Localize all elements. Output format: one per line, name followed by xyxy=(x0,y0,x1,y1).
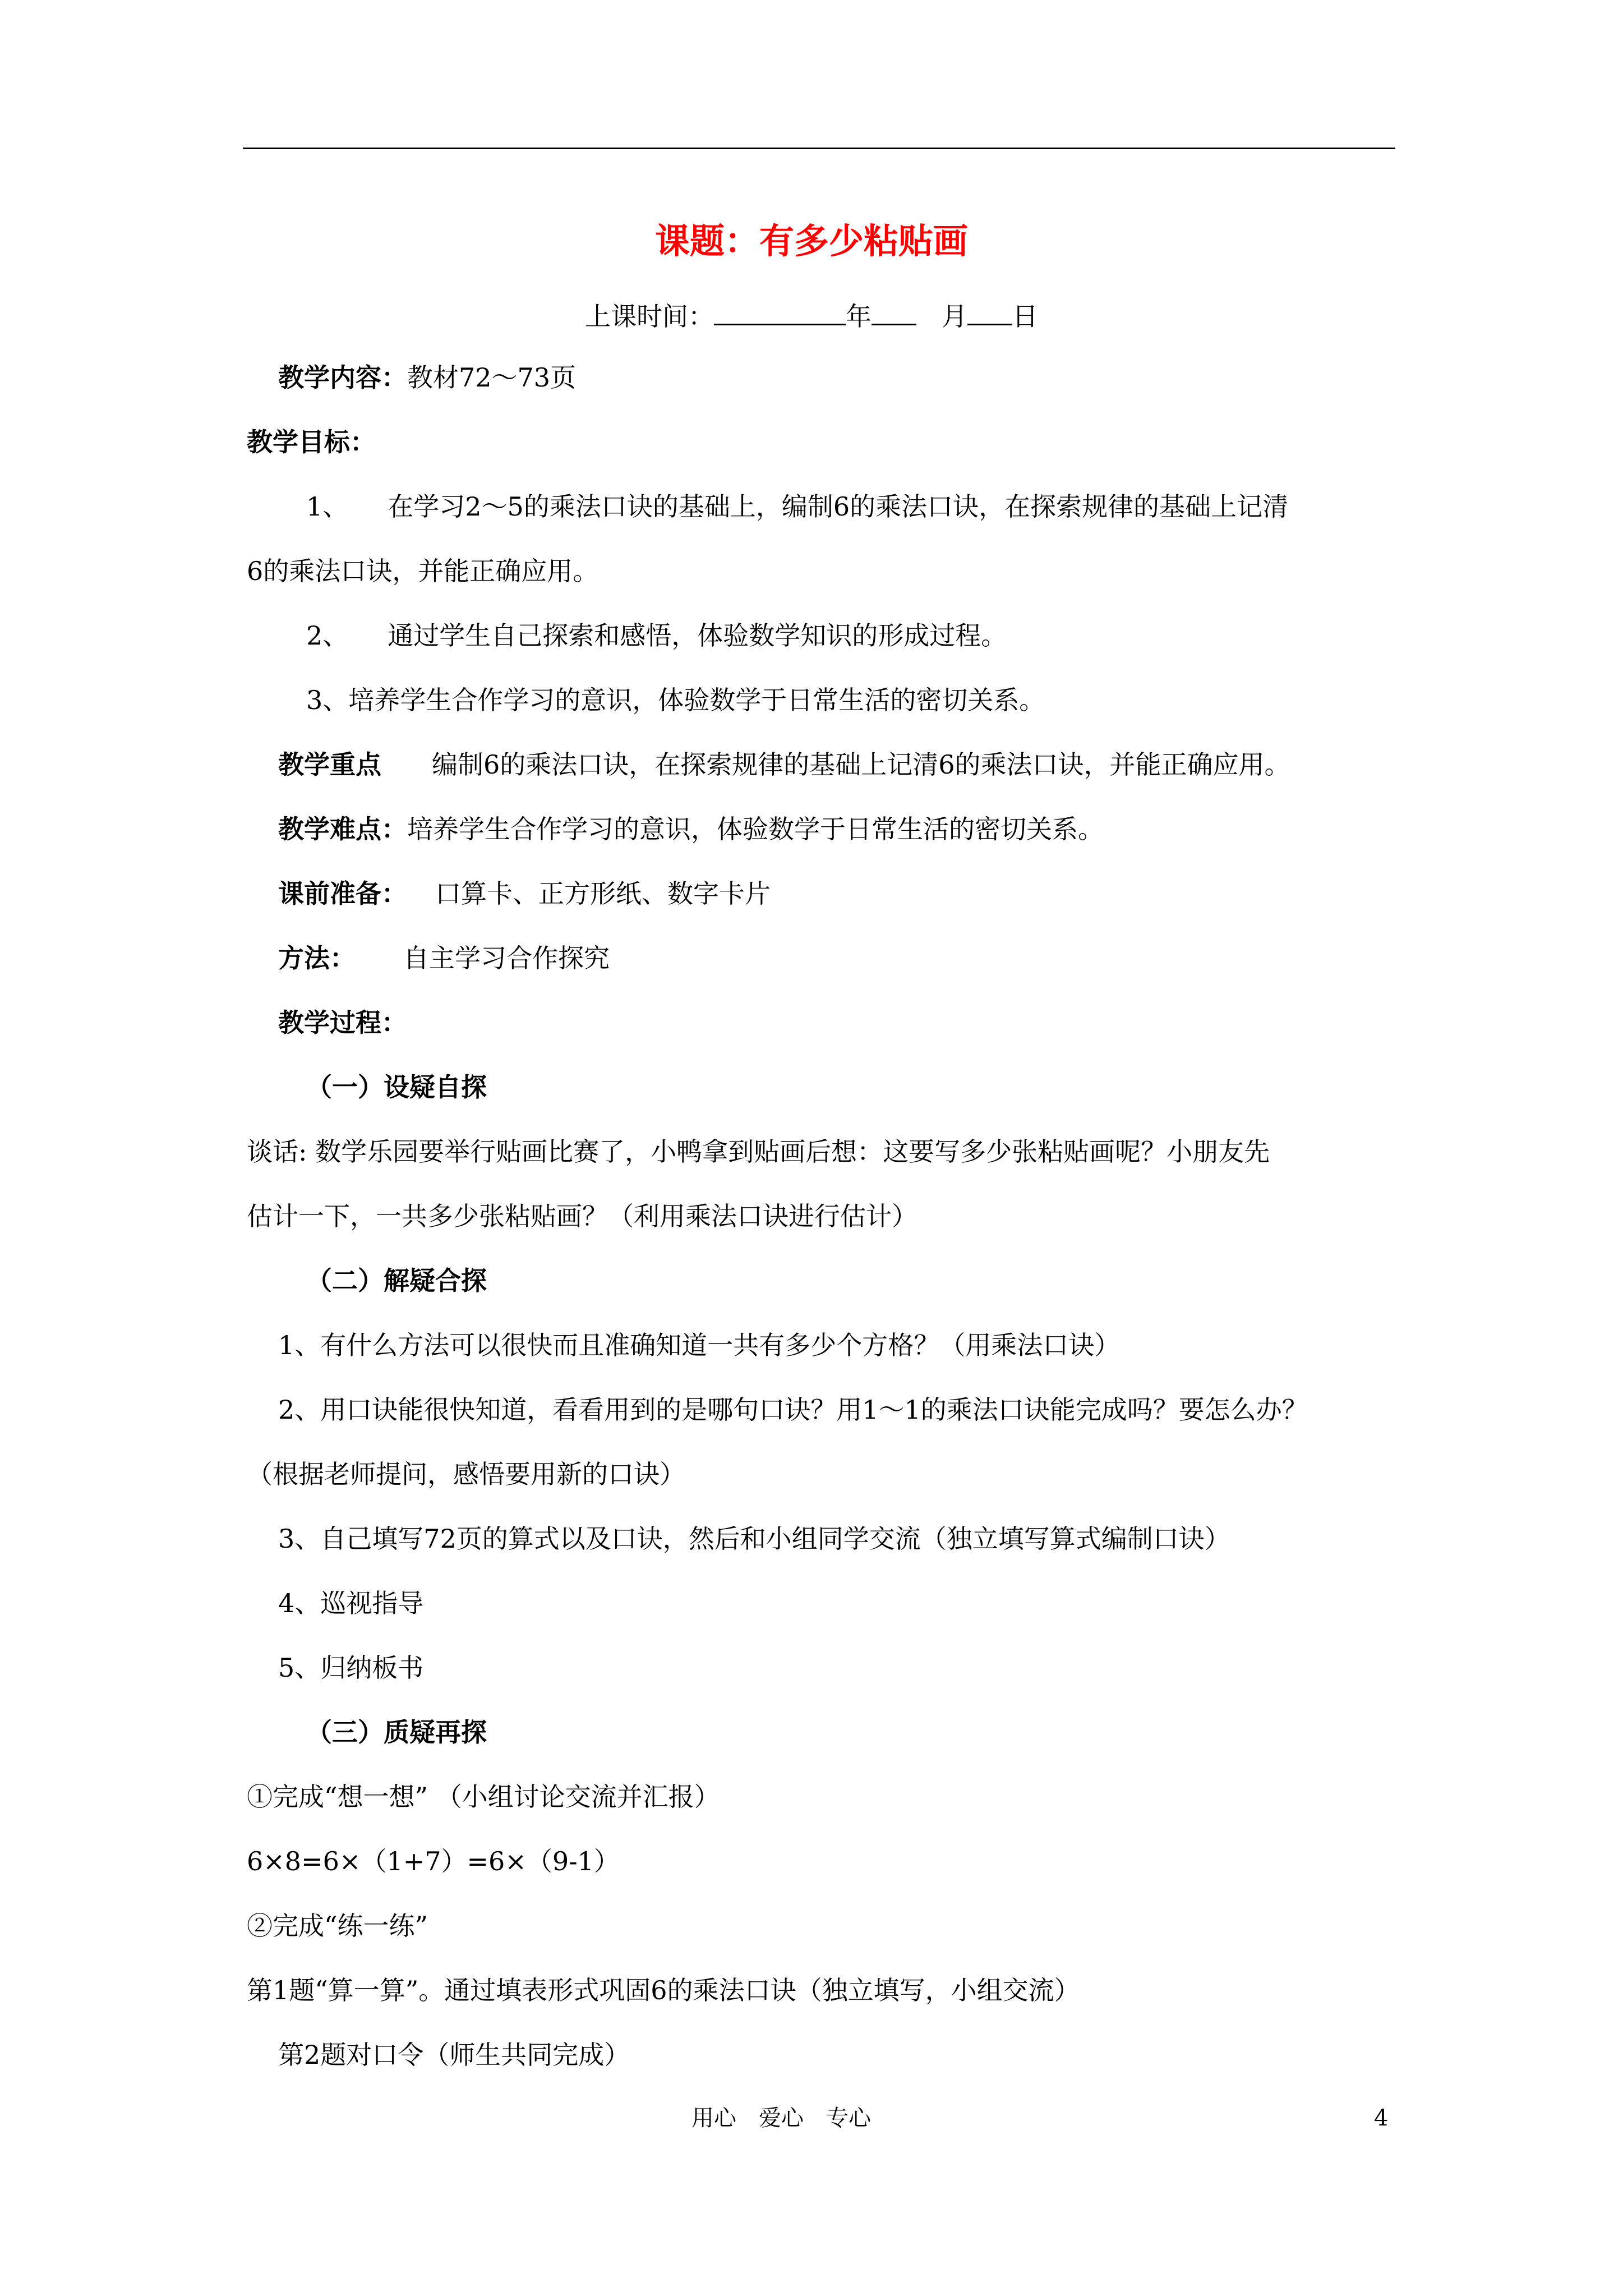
difficulty-line xyxy=(278,812,1104,846)
difficulty-text: 培养学生合作学习的意识，体验数学于日常生活的密切关系。 xyxy=(407,814,1104,844)
objective-2-text: 通过学生自己探索和感悟，体验数学知识的形成过程。 xyxy=(388,620,1007,651)
method-text: 自主学习合作探究 xyxy=(403,943,610,973)
page-title: 课题：有多少粘贴画 xyxy=(654,220,968,261)
process-label: 教学过程： xyxy=(278,1007,407,1038)
month-blank xyxy=(872,299,916,325)
preparation-line xyxy=(278,877,771,910)
section-3-formula: 6×8=6×（1+7）=6×（9-1） xyxy=(247,1846,620,1876)
footer-motto-3: 专心 xyxy=(826,2105,871,2131)
objective-1-number: 1、 xyxy=(306,491,349,522)
method-line xyxy=(278,941,610,975)
section-3-exercise-1: 第1题“算一算”。通过填表形式巩固6的乘法口诀（独立填写，小组交流） xyxy=(247,1975,1080,2005)
key-point-text: 编制6的乘法口诀，在探索规律的基础上记清6的乘法口诀，并能正确应用。 xyxy=(432,749,1290,780)
preparation-label: 课前准备： xyxy=(278,878,407,909)
class-time-line xyxy=(0,299,1623,333)
objective-2-number: 2、 xyxy=(306,620,349,651)
section-2-item-2-line-2: （根据老师提问，感悟要用新的口诀） xyxy=(247,1459,685,1489)
footer-motto-2: 爱心 xyxy=(759,2105,804,2131)
objective-1-line-2: 6的乘法口诀，并能正确应用。 xyxy=(247,556,599,586)
objective-3: 3、培养学生合作学习的意识，体验数学于日常生活的密切关系。 xyxy=(306,685,1045,715)
year-label: 年 xyxy=(846,301,872,332)
section-3-item-1: ①完成“想一想” （小组讨论交流并汇报） xyxy=(247,1782,720,1812)
content-label: 教学内容： xyxy=(278,362,407,393)
day-blank xyxy=(967,299,1012,325)
footer-motto-1: 用心 xyxy=(691,2105,736,2131)
key-point-line xyxy=(278,748,1290,781)
section-2-item-2-line-1: 2、用口诀能很快知道，看看用到的是哪句口诀？用1～1的乘法口诀能完成吗？要怎么办？ xyxy=(278,1395,1308,1425)
day-label: 日 xyxy=(1012,301,1038,332)
page-number: 4 xyxy=(1374,2105,1389,2131)
difficulty-label: 教学难点： xyxy=(278,814,407,844)
method-label: 方法： xyxy=(278,943,356,973)
section-2-heading: （二）解疑合探 xyxy=(306,1266,487,1296)
section-3-item-2: ②完成“练一练” xyxy=(247,1911,428,1941)
objective-2 xyxy=(306,619,1007,652)
objective-1-text: 在学习2～5的乘法口诀的基础上，编制6的乘法口诀，在探索规律的基础上记清 xyxy=(388,491,1289,522)
year-blank xyxy=(714,299,846,325)
objectives-label: 教学目标： xyxy=(247,427,376,457)
section-2-item-3: 3、自己填写72页的算式以及口诀，然后和小组同学交流（独立填写算式编制口诀） xyxy=(278,1524,1230,1554)
class-time-label: 上课时间： xyxy=(585,301,714,332)
preparation-text: 口算卡、正方形纸、数字卡片 xyxy=(435,878,771,909)
section-2-item-4: 4、巡视指导 xyxy=(278,1588,424,1618)
section-2-item-1: 1、有什么方法可以很快而且准确知道一共有多少个方格？（用乘法口诀） xyxy=(278,1330,1121,1360)
section-1-line-2: 估计一下，一共多少张粘贴画？（利用乘法口诀进行估计） xyxy=(247,1201,917,1231)
section-3-exercise-2: 第2题对口令（师生共同完成） xyxy=(278,2040,630,2070)
objective-1-line-1 xyxy=(306,490,1288,523)
content-text: 教材72～73页 xyxy=(407,362,577,393)
key-point-label: 教学重点 xyxy=(278,749,381,780)
section-3-heading: （三）质疑再探 xyxy=(306,1717,487,1747)
section-1-heading: （一）设疑自探 xyxy=(306,1072,487,1102)
section-1-line-1: 谈话: 数学乐园要举行贴画比赛了，小鸭拿到贴画后想：这要写多少张粘贴画呢？小朋友先 xyxy=(247,1137,1270,1167)
content-line xyxy=(278,361,576,394)
section-2-item-5: 5、归纳板书 xyxy=(278,1653,424,1683)
footer-motto xyxy=(691,2102,871,2134)
header-rule xyxy=(243,148,1395,149)
month-label: 月 xyxy=(942,301,967,332)
